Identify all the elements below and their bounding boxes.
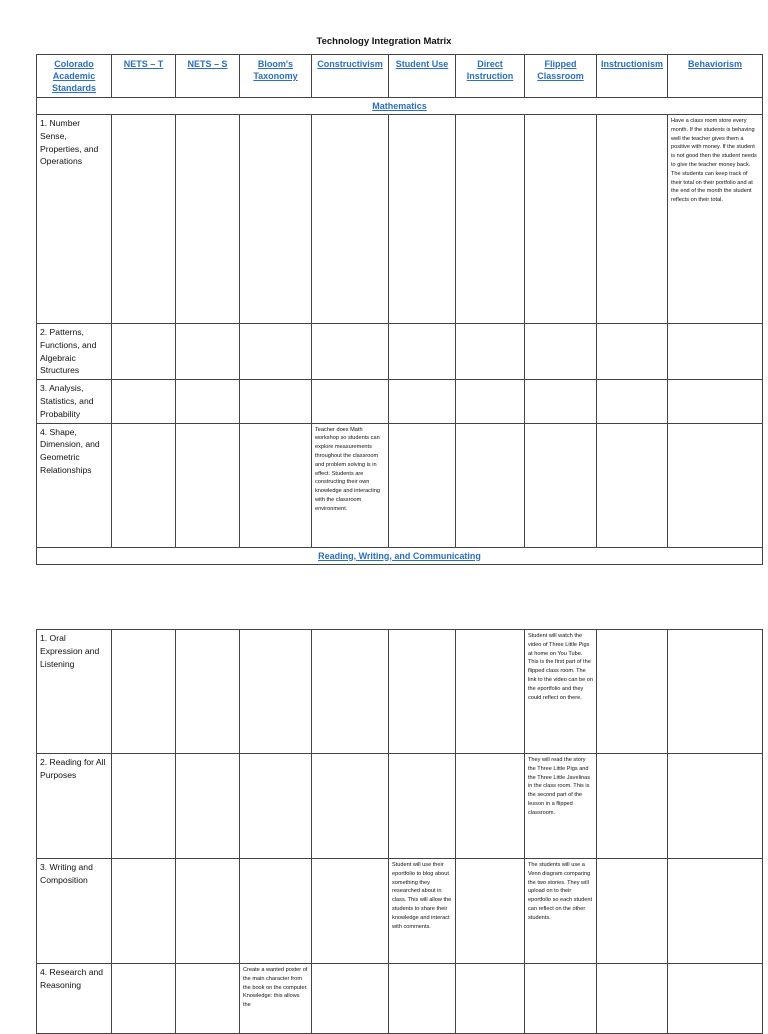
cell: [176, 754, 240, 859]
cell: [112, 754, 176, 859]
col-header-behaviorism[interactable]: Behaviorism: [668, 55, 763, 98]
standard-cell: 4. Research and Reasoning: [37, 964, 112, 1034]
cell: [312, 859, 389, 964]
cell-note: Student will watch the video of Three Little Pigs at home on You Tube. This is the first part of the flipped class room. The link to the video can be on the eportfolio and they could reflect on there.: [528, 633, 593, 701]
cell: [525, 380, 597, 423]
cell: [112, 115, 176, 324]
cell: [597, 324, 668, 380]
col-header-blooms[interactable]: Bloom's Taxonomy: [240, 55, 312, 98]
col-header-direct-instruction[interactable]: Direct Instruction: [456, 55, 525, 98]
cell: [668, 423, 763, 547]
cell: [389, 115, 456, 324]
cell: [240, 380, 312, 423]
standard-cell: 2. Reading for All Purposes: [37, 754, 112, 859]
cell-flipped: [525, 859, 597, 964]
cell-note: Student will use their eportfolio to blog about something they researched about in class. This will allow the students to share their knowledge and interact with comments.: [392, 862, 452, 930]
cell-student-use: [389, 859, 456, 964]
cell-flipped: [525, 754, 597, 859]
cell: [668, 964, 763, 1034]
cell: [525, 324, 597, 380]
cell: [240, 115, 312, 324]
cell: [112, 859, 176, 964]
standard-cell: 2. Patterns, Functions, and Algebraic Structures: [37, 324, 112, 380]
cell: [312, 324, 389, 380]
standard-cell: 3. Analysis, Statistics, and Probability: [37, 380, 112, 423]
section-row-reading: [37, 547, 763, 564]
cell: [240, 630, 312, 754]
cell: [456, 324, 525, 380]
cell: [456, 423, 525, 547]
section-label-reading[interactable]: Reading, Writing, and Communicating: [37, 547, 763, 564]
cell: [112, 324, 176, 380]
cell: [240, 754, 312, 859]
standard-cell: 1. Oral Expression and Listening: [37, 630, 112, 754]
standard-cell: 1. Number Sense, Properties, and Operations: [37, 115, 112, 324]
col-header-flipped-classroom[interactable]: Flipped Classroom: [525, 55, 597, 98]
cell: [312, 115, 389, 324]
cell: [525, 423, 597, 547]
cell: [112, 630, 176, 754]
cell: [597, 754, 668, 859]
cell: [597, 964, 668, 1034]
cell: [456, 964, 525, 1034]
cell: [176, 859, 240, 964]
cell: [176, 630, 240, 754]
cell-note: Have a class room store every month. If the students is behaving well the teacher gives them a positive with money. If the student is not good then the student needs to give the teacher money back. The students can keep track of their total on their portfolio and at the end of the month the student reflects on their total.: [671, 118, 757, 204]
cell-note: They will read the story the Three Little Pigs and the Three Little Javelinas in the class room. This is the second part of the lesson in a flipped classroom.: [528, 757, 591, 816]
col-header-nets-t[interactable]: NETS – T: [112, 55, 176, 98]
cell: [112, 964, 176, 1034]
col-header-constructivism[interactable]: Constructivism: [312, 55, 389, 98]
matrix-table-mathematics: [36, 54, 763, 565]
section-label-mathematics[interactable]: Mathematics: [37, 98, 763, 115]
cell-note: The students will use a Venn diagram comparing the two stories. They will upload on to their eportfolio so each student can reflect on the other students.: [528, 862, 593, 921]
cell: [668, 324, 763, 380]
cell: [597, 859, 668, 964]
table-row: [37, 115, 763, 324]
cell: [176, 380, 240, 423]
cell-behaviorism: [668, 115, 763, 324]
cell: [176, 423, 240, 547]
cell: [312, 380, 389, 423]
cell: [389, 423, 456, 547]
cell-flipped: [525, 630, 597, 754]
cell: [176, 324, 240, 380]
matrix-table-reading: [36, 629, 763, 1034]
cell: [389, 754, 456, 859]
cell: [597, 423, 668, 547]
col-header-instructionism[interactable]: Instructionism: [597, 55, 668, 98]
cell: [240, 859, 312, 964]
cell: [389, 324, 456, 380]
col-header-student-use[interactable]: Student Use: [389, 55, 456, 98]
standard-cell: 4. Shape, Dimension, and Geometric Relationships: [37, 423, 112, 547]
cell: [456, 859, 525, 964]
standard-cell: 3. Writing and Composition: [37, 859, 112, 964]
cell: [668, 380, 763, 423]
cell: [112, 380, 176, 423]
cell: [312, 964, 389, 1034]
cell: [312, 754, 389, 859]
cell: [389, 630, 456, 754]
cell: [668, 754, 763, 859]
header-row: [37, 55, 763, 98]
cell: [456, 380, 525, 423]
table-row: [37, 630, 763, 754]
table-row: [37, 380, 763, 423]
document-title: Technology Integration Matrix: [316, 36, 452, 47]
cell: [112, 423, 176, 547]
cell: [456, 115, 525, 324]
table-row: [37, 324, 763, 380]
cell-note: Teacher does Math workshop so students can explore measurements throughout the classroom and problem solving is in effect. Students are constructing their own knowledge and interacting with the classroom environment.: [315, 426, 380, 512]
cell-note: Create a wanted poster of the main character from the book on the computer. Knowledge: this allows the: [243, 967, 308, 1009]
table-row: [37, 754, 763, 859]
table-row: [37, 423, 763, 547]
cell: [312, 630, 389, 754]
cell: [668, 630, 763, 754]
cell: [668, 859, 763, 964]
cell: [176, 964, 240, 1034]
cell: [597, 630, 668, 754]
cell: [597, 115, 668, 324]
table-row: [37, 859, 763, 964]
cell: [176, 115, 240, 324]
cell: [456, 630, 525, 754]
cell-blooms: [240, 964, 312, 1034]
cell: [525, 964, 597, 1034]
cell-constructivism: [312, 423, 389, 547]
cell: [389, 964, 456, 1034]
cell: [240, 324, 312, 380]
col-header-standards[interactable]: Colorado Academic Standards: [37, 55, 112, 98]
col-header-nets-s[interactable]: NETS – S: [176, 55, 240, 98]
cell: [240, 423, 312, 547]
cell: [389, 380, 456, 423]
cell: [525, 115, 597, 324]
cell: [456, 754, 525, 859]
cell: [597, 380, 668, 423]
table-row: [37, 964, 763, 1034]
section-row-mathematics: [37, 98, 763, 115]
